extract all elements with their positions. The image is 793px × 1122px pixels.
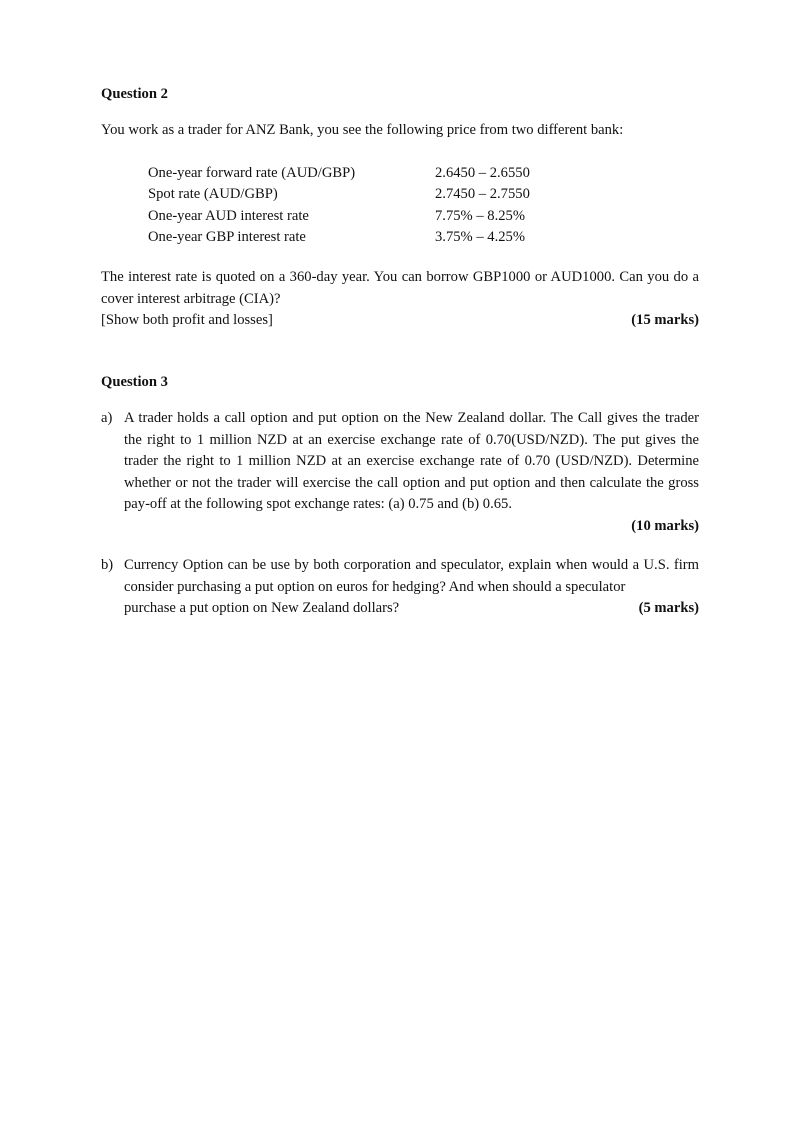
- question-3a-marks: (10 marks): [631, 517, 699, 534]
- rate-label: Spot rate (AUD/GBP): [148, 186, 278, 203]
- question-2-note: [Show both profit and losses]: [101, 312, 273, 328]
- rate-value: 3.75% – 4.25%: [435, 228, 525, 245]
- question-2-body-block: [101, 267, 699, 332]
- rate-value: 2.6450 – 2.6550: [435, 165, 530, 181]
- item-letter: b): [101, 557, 114, 573]
- rate-value: 2.7450 – 2.7550: [435, 186, 530, 203]
- question-3b: [101, 555, 699, 620]
- rate-row: [148, 184, 568, 205]
- rate-label: One-year GBP interest rate: [148, 228, 306, 245]
- question-3b-text: Currency Option can be use by both corporation and speculator, explain when would a U.S. firm consider purchasing a put option on euros for hedging? And when should a speculator: [124, 557, 699, 595]
- question-3b-marks: (5 marks): [638, 600, 699, 616]
- question-2-intro: You work as a trader for ANZ Bank, you see the following price from two different bank:: [101, 122, 624, 138]
- question-2-heading: Question 2: [101, 86, 168, 102]
- rate-label: One-year AUD interest rate: [148, 207, 309, 224]
- question-3b-last-line: purchase a put option on New Zealand dollars?: [124, 600, 400, 616]
- rates-table: [148, 163, 568, 248]
- question-3-heading: Question 3: [101, 374, 168, 390]
- item-letter: a): [101, 410, 113, 426]
- rate-value: 7.75% – 8.25%: [435, 207, 525, 224]
- rate-row: [148, 206, 568, 227]
- question-3b-marks-line: [124, 598, 699, 620]
- rate-row: [148, 227, 568, 248]
- rate-label: One-year forward rate (AUD/GBP): [148, 165, 356, 181]
- rate-row: [148, 163, 568, 184]
- question-3a: [101, 408, 699, 537]
- question-2-marks-line: [101, 310, 699, 332]
- question-3a-text: A trader holds a call option and put option on the New Zealand dollar. The Call gives the trader the right to 1 million NZD at an exercise exchange rate of 0.70(USD/NZD). The put gives the trader the right to 1 million NZD at an exercise exchange rate of 0.70 (USD/NZD). Determine whether or not the trader will exercise the call option and put option and then calculate the gross pay-off at the following spot exchange rates: (a) 0.75 and (b) 0.65.: [124, 410, 699, 512]
- question-2-body: The interest rate is quoted on a 360-day year. You can borrow GBP1000 or AUD1000. Can you do a cover interest arbitrage (CIA)?: [101, 269, 699, 307]
- question-2-marks: (15 marks): [631, 312, 699, 328]
